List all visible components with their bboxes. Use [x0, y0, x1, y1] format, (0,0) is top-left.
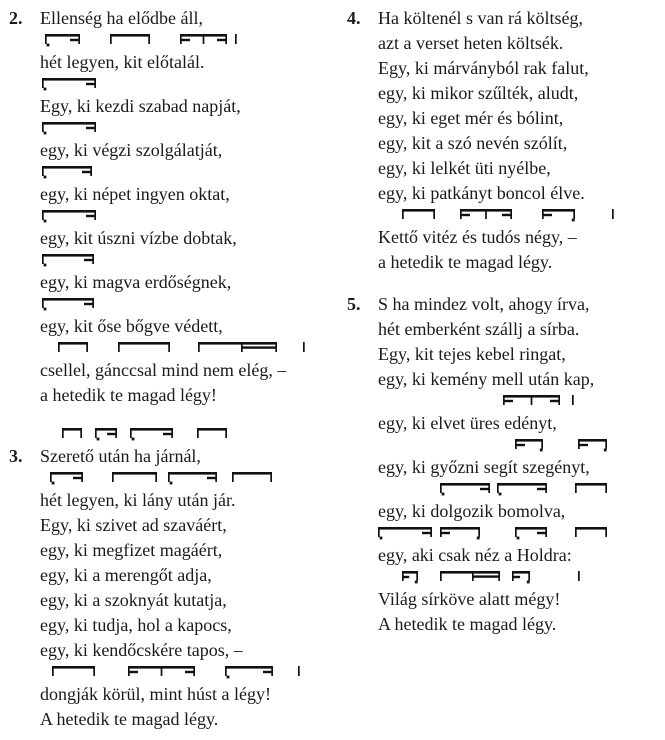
- rhythm-mark-timri-icon: [42, 210, 96, 225]
- verse-line: Világ sírköve alatt mégy!: [378, 589, 561, 609]
- rhythm-marks-row: [40, 339, 340, 358]
- line-block: [40, 119, 340, 163]
- rhythm-mark-single-icon: [235, 34, 237, 49]
- rhythm-marks-row: [378, 568, 663, 587]
- line-block: [9, 425, 340, 469]
- verse-line: hét legyen, ki lány után jár.: [40, 490, 236, 510]
- line-block: [40, 538, 340, 563]
- line-block: [40, 563, 340, 588]
- rhythm-mark-timri-icon: [497, 483, 547, 498]
- verse-line: egy, ki végzi szolgálatját,: [40, 140, 223, 160]
- line-block: [378, 524, 663, 568]
- verse-line: A hetedik te magad légy.: [40, 709, 219, 729]
- rhythm-mark-timri-icon: [130, 428, 173, 443]
- line-block: [378, 317, 663, 342]
- verse-line: Szerető után ha járnál, 3.: [40, 444, 340, 469]
- rhythm-mark-ritim-icon: [440, 527, 480, 542]
- rhythm-mark-timri-icon: [95, 428, 117, 443]
- rhythm-mark-timri-icon: [42, 78, 96, 93]
- line-block: [378, 480, 663, 524]
- verse-line: hét emberként szállj a sírba.: [378, 319, 580, 339]
- verse-line: Ellenség ha elődbe áll, 2.: [40, 6, 340, 31]
- rhythm-mark-timri-icon: [378, 527, 432, 542]
- verse-line: S ha mindez volt, ahogy írva, 5.: [378, 292, 663, 317]
- line-block: [378, 250, 663, 275]
- verse-5: [347, 292, 663, 637]
- verse-line: egy, ki lelkét üti nyélbe,: [378, 158, 551, 178]
- rhythm-mark-single-icon: [303, 342, 305, 357]
- line-block: [40, 383, 340, 408]
- line-block: [40, 75, 340, 119]
- line-block: [378, 31, 663, 56]
- rhythm-marks-row: [378, 524, 663, 543]
- verse-line: Egy, ki kezdi szabad napját,: [40, 96, 241, 116]
- verse-line: csellel, gánccsal mind nem elég, –: [40, 360, 287, 380]
- rhythm-mark-timri-icon: [42, 166, 92, 181]
- rhythm-marks-row: [378, 392, 663, 411]
- line-block: [40, 207, 340, 251]
- rhythm-mark-syncopa-icon: [460, 209, 512, 224]
- line-block: [9, 6, 340, 31]
- rhythm-mark-timri-icon: [225, 666, 273, 681]
- rhythm-marks-row: [40, 207, 340, 226]
- rhythm-mark-ritim-icon: [512, 571, 530, 586]
- verse-line: A hetedik te magad légy.: [378, 614, 557, 634]
- rhythm-mark-tiriri-icon: [440, 571, 500, 586]
- rhythm-marks-row: [378, 206, 663, 225]
- rhythm-mark-timri-icon: [45, 34, 80, 49]
- verse-line: hét legyen, kit előtalál.: [40, 52, 205, 72]
- line-block: [378, 568, 663, 612]
- rhythm-mark-single-icon: [612, 209, 614, 224]
- line-block: [378, 181, 663, 206]
- verse-line: egy, ki népet ingyen oktat,: [40, 184, 230, 204]
- rhythm-mark-pair-icon: [110, 34, 150, 49]
- rhythm-mark-single-icon: [578, 571, 580, 586]
- verse-line: a hetedik te magad légy.: [378, 252, 553, 272]
- verse-line: egy, kit a szó nevén szólít,: [378, 133, 568, 153]
- verse-line: egy, ki a merengőt adja,: [40, 565, 212, 585]
- verse-line: Egy, ki márványból rak falut,: [378, 58, 589, 78]
- line-block: [40, 707, 340, 732]
- line-block: [40, 339, 340, 383]
- line-block: [40, 638, 340, 663]
- line-block: [378, 612, 663, 637]
- right-column: [347, 6, 663, 637]
- verse-line: egy, ki eget mér és bólint,: [378, 108, 564, 128]
- verse-number: 4.: [347, 8, 361, 28]
- rhythm-marks-row: [40, 295, 340, 314]
- line-block: [40, 251, 340, 295]
- rhythm-marks-row: [378, 480, 663, 499]
- rhythm-mark-single-icon: [572, 395, 574, 410]
- rhythm-mark-ritim-icon: [578, 439, 607, 454]
- verse-line: Egy, ki szivet ad szaváért,: [40, 515, 227, 535]
- rhythm-marks-row: [40, 31, 340, 50]
- line-block: [378, 156, 663, 181]
- verse-line: egy, ki megfizet magáért,: [40, 540, 223, 560]
- rhythm-marks-row: [40, 663, 340, 682]
- verse-number: 5.: [347, 294, 361, 314]
- rhythm-mark-syncopa-icon: [503, 395, 560, 410]
- rhythm-mark-timri-icon: [42, 298, 94, 313]
- verse-line: egy, ki a szoknyát kutatja,: [40, 590, 227, 610]
- verse-line: egy, ki patkányt boncol élve.: [378, 183, 585, 203]
- rhythm-marks-row: [40, 469, 340, 488]
- verse-line: egy, ki elvet üres edényt,: [378, 413, 557, 433]
- rhythm-mark-pair-icon: [118, 342, 170, 357]
- rhythm-mark-pair-icon: [575, 483, 607, 498]
- verse-line: azt a verset heten költsék.: [378, 33, 564, 53]
- line-block: [40, 513, 340, 538]
- verse-line: a hetedik te magad légy!: [40, 385, 217, 405]
- verse-number: 3.: [9, 446, 23, 466]
- rhythm-mark-pair-icon: [575, 527, 607, 542]
- line-block: [378, 56, 663, 81]
- line-block: [40, 613, 340, 638]
- rhythm-marks-row: [40, 75, 340, 94]
- line-block: [378, 342, 663, 367]
- verse-2: [9, 6, 340, 408]
- verse-line: dongják körül, mint húst a légy!: [40, 684, 271, 704]
- verse-line: egy, ki mikor szűlték, aludt,: [378, 83, 579, 103]
- rhythm-mark-tiriri-icon: [198, 342, 277, 357]
- rhythm-mark-pair-icon: [402, 209, 435, 224]
- rhythm-mark-pair-icon: [232, 472, 272, 487]
- rhythm-mark-syncopa-icon: [128, 666, 195, 681]
- line-block: [378, 206, 663, 250]
- rhythm-mark-timri-icon: [440, 483, 490, 498]
- rhythm-mark-pair-icon: [58, 342, 88, 357]
- rhythm-mark-ritim-icon: [542, 209, 575, 224]
- verse-line: Kettő vitéz és tudós négy, –: [378, 227, 577, 247]
- rhythm-mark-single-icon: [298, 666, 300, 681]
- rhythm-marks-row: [40, 163, 340, 182]
- verse-line: egy, ki kendőcskére tapos, –: [40, 640, 243, 660]
- rhythm-mark-pair-icon: [62, 428, 82, 443]
- verse-line: Ha költenél s van rá költség, 4.: [378, 6, 663, 31]
- rhythm-mark-timri-icon: [50, 472, 83, 487]
- line-block: [40, 31, 340, 75]
- rhythm-mark-pair-icon: [197, 428, 227, 443]
- rhythm-mark-timri-icon: [515, 527, 547, 542]
- rhythm-mark-ritim-icon: [515, 439, 543, 454]
- verse-line: egy, ki dolgozik bomolva,: [378, 501, 566, 521]
- verse-line: egy, ki tudja, hol a kapocs,: [40, 615, 232, 635]
- rhythm-mark-ritim-icon: [402, 571, 418, 586]
- verse-line: egy, ki magva erdőségnek,: [40, 272, 232, 292]
- verse-line: egy, ki győzni segít szegényt,: [378, 457, 590, 477]
- rhythm-marks-row: [40, 119, 340, 138]
- verse-line: egy, kit úszni vízbe dobtak,: [40, 228, 237, 248]
- verse-line: egy, aki csak néz a Holdra:: [378, 545, 572, 565]
- line-block: [40, 163, 340, 207]
- line-block: [378, 131, 663, 156]
- line-block: [378, 106, 663, 131]
- verse-3: [9, 425, 340, 732]
- verse-line: egy, ki kemény mell után kap,: [378, 369, 595, 389]
- rhythm-mark-syncopa-icon: [180, 34, 227, 49]
- line-block: [378, 367, 663, 392]
- line-block: [378, 81, 663, 106]
- line-block: [378, 436, 663, 480]
- line-block: [40, 469, 340, 513]
- rhythm-mark-timri-icon: [42, 122, 96, 137]
- left-column: [9, 6, 340, 732]
- line-block: [347, 292, 663, 317]
- line-block: [378, 392, 663, 436]
- line-block: [40, 588, 340, 613]
- rhythm-mark-pair-icon: [112, 472, 157, 487]
- rhythm-mark-pair-icon: [52, 666, 95, 681]
- rhythm-marks-row: [40, 251, 340, 270]
- verse-line: Egy, kit tejes kebel ringat,: [378, 344, 566, 364]
- line-block: [347, 6, 663, 31]
- line-block: [40, 295, 340, 339]
- rhythm-mark-timri-icon: [42, 254, 94, 269]
- line-block: [40, 663, 340, 707]
- verse-line: egy, kit őse bőgve védett,: [40, 316, 223, 336]
- verse-number: 2.: [9, 8, 23, 28]
- verse-4: [347, 6, 663, 275]
- rhythm-mark-timri-icon: [168, 472, 217, 487]
- rhythm-marks-row: [378, 436, 663, 455]
- rhythm-marks-row: [40, 425, 340, 444]
